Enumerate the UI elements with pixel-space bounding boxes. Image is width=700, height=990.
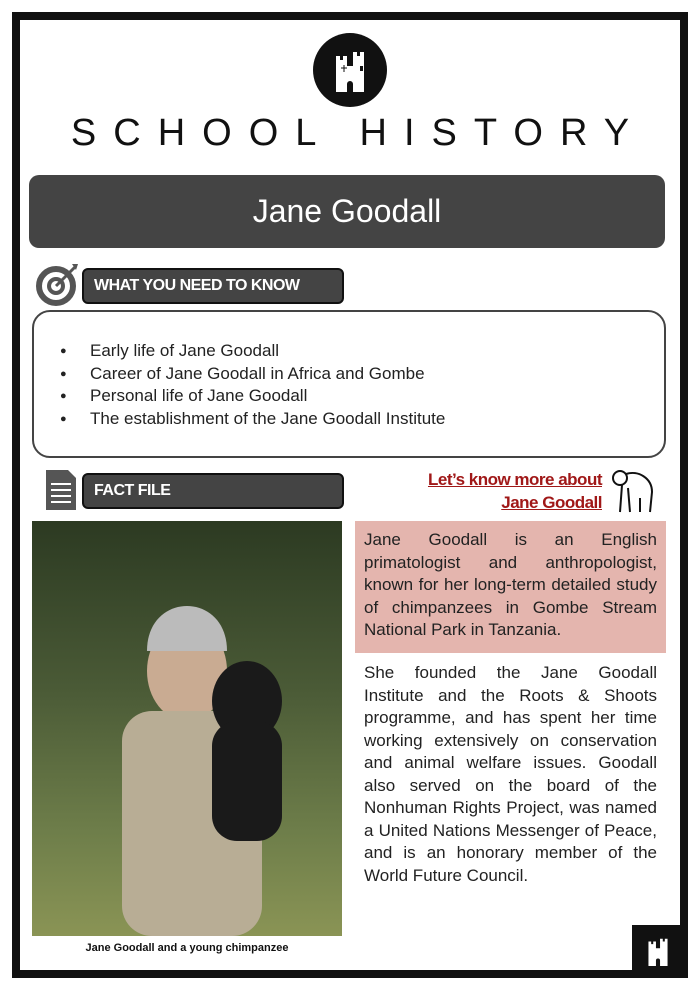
what-you-need-heading: WHAT YOU NEED TO KNOW: [82, 268, 344, 304]
castle-logo-icon: [313, 33, 387, 107]
photo-jane-goodall: [32, 521, 342, 936]
key-point: ● The establishment of the Jane Goodall Institute: [90, 408, 664, 431]
page-title: Jane Goodall: [29, 175, 665, 248]
link-line-2[interactable]: Jane Goodall: [501, 493, 602, 512]
key-point: ● Early life of Jane Goodall: [90, 340, 664, 363]
castle-corner-icon: [632, 925, 684, 977]
link-line-1[interactable]: Let’s know more about: [427, 470, 602, 489]
fact-file-heading: FACT FILE: [82, 473, 344, 509]
intro-text: Jane Goodall is an English primatologist and anthropologist, known for her long-term detailed study of chimpanzees in Gombe Stream National Park in Tanzania.: [355, 521, 666, 653]
key-point: ● Career of Jane Goodall in Africa and Gombe: [90, 363, 664, 386]
body-text: She founded the Jane Goodall Institute and the Roots & Shoots programme, and has spent her time working extensively on conservation and animal welfare issues. Goodall also served on the board of the Nonhuman Rights Project, was named a United Nations Messenger of Peace, and is an honorary member of the World Future Council.: [364, 663, 657, 885]
photo-caption: Jane Goodall and a young chimpanzee: [85, 942, 289, 954]
key-point: ● Personal life of Jane Goodall: [90, 385, 664, 408]
learn-more-link[interactable]: [428, 468, 602, 514]
document-icon: [44, 468, 78, 517]
key-points-box: [32, 310, 666, 458]
chimpanzee-icon: [610, 468, 656, 519]
brand-name: SCHOOL HISTORY: [70, 112, 647, 154]
target-icon: [36, 262, 82, 311]
